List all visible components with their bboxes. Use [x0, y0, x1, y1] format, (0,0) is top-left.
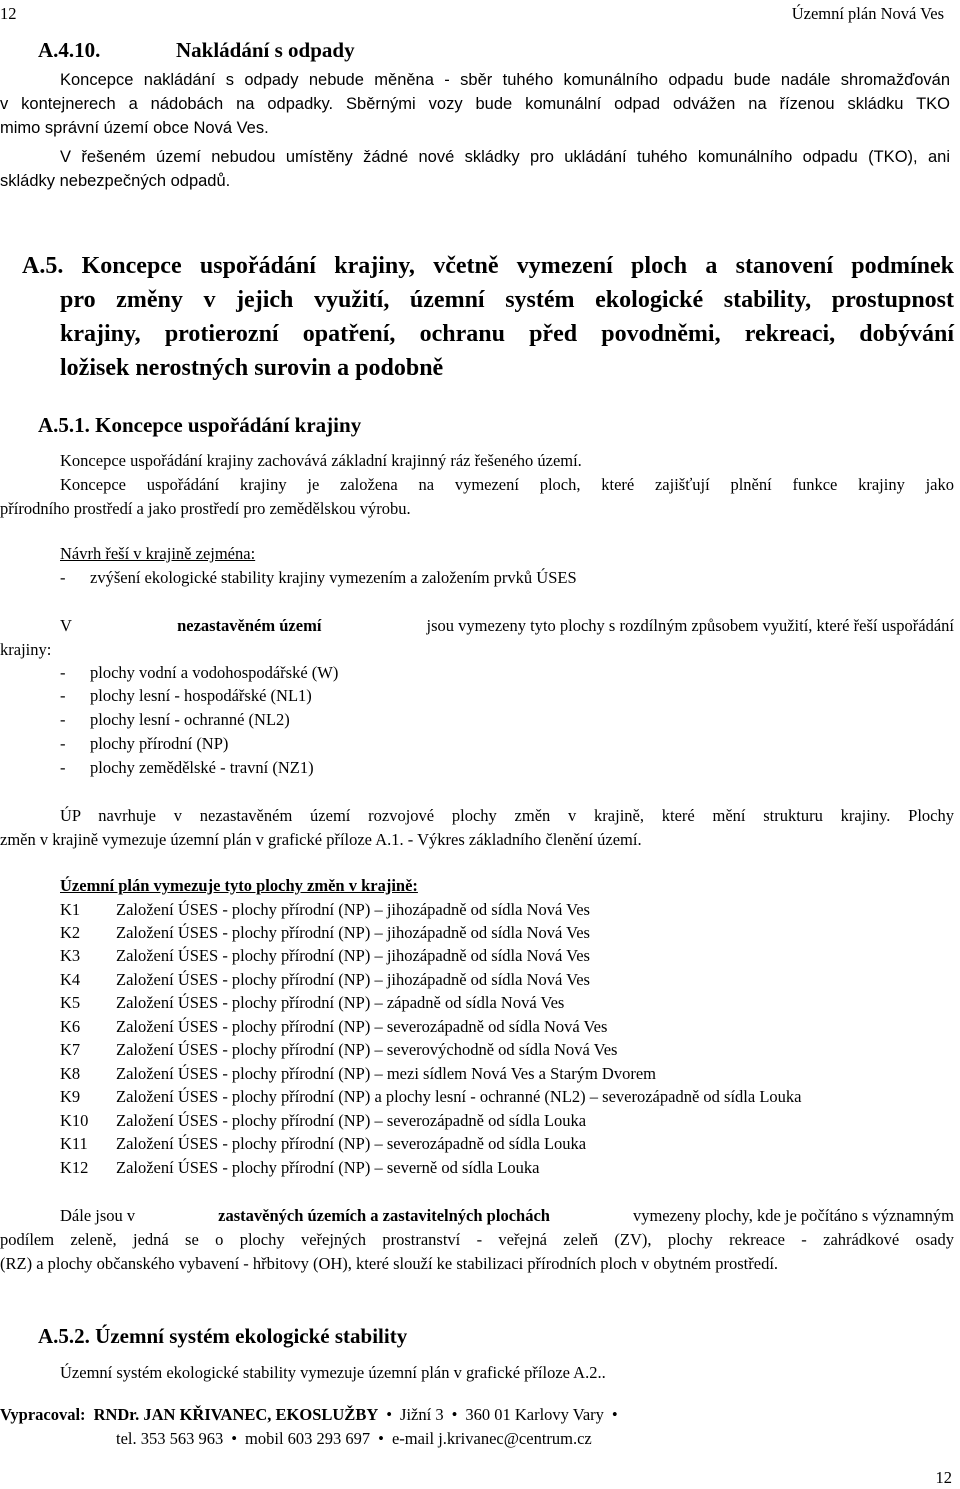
table-row: [0, 1156, 960, 1179]
heading-line: ložisek nerostných surovin a podobně: [60, 355, 444, 381]
change-code: K3: [60, 946, 81, 965]
bullet: •: [378, 1429, 384, 1448]
change-description: Založení ÚSES - plochy přírodní (NP) – severozápadně od sídla Nová Ves: [116, 1017, 608, 1036]
list-item-text: plochy přírodní (NP): [90, 734, 229, 753]
text-line: mimo správní území obce Nová Ves.: [0, 119, 269, 137]
change-code: K11: [60, 1134, 88, 1153]
change-description: Založení ÚSES - plochy přírodní (NP) – severně od sídla Louka: [116, 1158, 540, 1177]
landscape-paragraph-1: Koncepce uspořádání krajiny zachovává základní krajinný ráz řešeného území.: [60, 451, 582, 470]
change-description: Založení ÚSES - plochy přírodní (NP) – mezi sídlem Nová Ves a Starým Dvorem: [116, 1064, 656, 1083]
footer-email: e-mail j.krivanec@centrum.cz: [391, 1429, 592, 1448]
page-number-bottom: 12: [935, 1468, 952, 1487]
text-line: (RZ) a plochy občanského vybavení - hřbitovy (OH), které slouží ke stabilizaci přírodních ploch v obytném prostředí.: [0, 1254, 779, 1273]
text-run: Dále jsou v: [60, 1206, 136, 1225]
footer-label: Vypracoval:: [0, 1405, 86, 1424]
text-run: vymezeny plochy, kde je počítáno s významným: [632, 1206, 954, 1225]
change-code: K2: [60, 923, 81, 942]
text-line: Koncepce nakládání s odpady nebude měněna - sběr tuhého komunálního odpadu bude nadále shromažďován: [60, 71, 950, 89]
text-run: V: [60, 616, 72, 635]
change-code: K5: [60, 993, 81, 1012]
list-item: [0, 732, 960, 755]
table-row: [0, 1015, 960, 1038]
unbuilt-territory-term: nezastavěném území: [177, 616, 322, 635]
table-row: [0, 1062, 960, 1085]
section-5-1-heading: A.5.1. Koncepce uspořádání krajiny: [38, 413, 362, 437]
change-code: K8: [60, 1064, 81, 1083]
heading-line: pro změny v jejich využití, územní systém ekologické stability, prostupnost: [60, 287, 954, 313]
text-run: jsou vymezeny tyto plochy s rozdílným způsobem využití, které řeší uspořádání: [426, 616, 954, 635]
change-description: Založení ÚSES - plochy přírodní (NP) – západně od sídla Nová Ves: [116, 993, 565, 1012]
text-line: podílem zeleně, jedná se o plochy veřejných prostranství - veřejná zeleň (ZV), plochy rekreace - zahrádkové osady: [0, 1230, 954, 1249]
bullet: •: [451, 1405, 458, 1424]
footer-author: RNDr. JAN KŘIVANEC, EKOSLUŽBY: [93, 1405, 379, 1424]
table-row: [0, 944, 960, 967]
bullet: •: [231, 1429, 238, 1448]
footer-line-1: [0, 1403, 618, 1426]
table-row: [0, 968, 960, 991]
text-line: změn v krajině vymezuje územní plán v grafické příloze A.1. - Výkres základního členění území.: [0, 830, 642, 849]
list-item-text: plochy lesní - hospodářské (NL1): [90, 686, 312, 705]
waste-heading-title: Nakládání s odpady: [176, 38, 355, 62]
changes-heading: Územní plán vymezuje tyto plochy změn v krajině:: [60, 876, 418, 895]
text-line: [60, 1204, 954, 1227]
table-row: [0, 1038, 960, 1061]
change-code: K4: [60, 970, 81, 989]
text-line: Koncepce uspořádání krajiny je založena na vymezení ploch, které zajišťují plnění funkce krajiny jako: [60, 475, 954, 494]
change-description: Založení ÚSES - plochy přírodní (NP) – jihozápadně od sídla Nová Ves: [116, 923, 590, 942]
change-description: Založení ÚSES - plochy přírodní (NP) – jihozápadně od sídla Nová Ves: [116, 970, 590, 989]
list-item: [0, 756, 960, 779]
footer-mobile: mobil 603 293 697: [245, 1429, 371, 1448]
list-item: [0, 661, 960, 684]
change-description: Založení ÚSES - plochy přírodní (NP) – severozápadně od sídla Louka: [116, 1111, 587, 1130]
waste-heading-number: A.4.10.: [38, 38, 101, 62]
change-code: K9: [60, 1087, 81, 1106]
text-line: v kontejnerech a nádobách na odpadky. Sběrnými vozy bude komunální odpad odvážen na řízenou skládku TKO: [0, 95, 950, 113]
table-row: [0, 1132, 960, 1155]
page-number-top: 12: [0, 4, 17, 23]
text-line: přírodního prostředí a jako prostředí pro zemědělskou výrobu.: [0, 499, 411, 518]
text-line: ÚP navrhuje v nezastavěném území rozvojové plochy změn v krajině, které mění strukturu krajiny. Plochy: [60, 806, 954, 825]
heading-line: A.5. Koncepce uspořádání krajiny, včetně vymezení ploch a stanovení podmínek: [22, 253, 954, 279]
list-dash: -: [60, 568, 66, 587]
table-row: [0, 1085, 960, 1108]
table-row: [0, 898, 960, 921]
footer-phone: tel. 353 563 963: [116, 1429, 224, 1448]
list-item-text: plochy zemědělské - travní (NZ1): [90, 758, 314, 777]
list-item: [0, 684, 960, 707]
table-row: [0, 1109, 960, 1132]
text-line: V řešeném území nebudou umístěny žádné nové skládky pro ukládání tuhého komunálního odpadu (TKO), ani: [60, 148, 950, 166]
section-5-2-heading: A.5.2. Územní systém ekologické stability: [38, 1324, 408, 1348]
footer-address: Jižní 3: [400, 1405, 444, 1424]
change-code: K12: [60, 1158, 89, 1177]
footer-city: 360 01 Karlovy Vary: [465, 1405, 604, 1424]
list-item-text: zvýšení ekologické stability krajiny vymezením a založením prvků ÚSES: [90, 568, 577, 587]
list-item-text: plochy vodní a vodohospodářské (W): [90, 663, 339, 682]
change-code: K1: [60, 900, 81, 919]
change-description: Založení ÚSES - plochy přírodní (NP) – jihozápadně od sídla Nová Ves: [116, 946, 590, 965]
proposal-label: Návrh řeší v krajině zejména:: [60, 544, 256, 563]
list-dash: -: [60, 734, 66, 753]
change-code: K7: [60, 1040, 81, 1059]
change-code: K10: [60, 1111, 89, 1130]
document-title: Územní plán Nová Ves: [791, 4, 944, 23]
bullet: •: [386, 1405, 393, 1424]
list-item-text: plochy lesní - ochranné (NL2): [90, 710, 290, 729]
footer-line-2: [116, 1427, 592, 1450]
built-territory-term: zastavěných územích a zastavitelných plochách: [218, 1206, 550, 1225]
change-code: K6: [60, 1017, 81, 1036]
change-description: Založení ÚSES - plochy přírodní (NP) – severozápadně od sídla Louka: [116, 1134, 587, 1153]
heading-line: krajiny, protierozní opatření, ochranu před povodněmi, rekreaci, dobývání: [60, 321, 954, 347]
bullet: •: [611, 1405, 618, 1424]
text-line: skládky nebezpečných odpadů.: [0, 172, 231, 190]
change-description: Založení ÚSES - plochy přírodní (NP) – severovýchodně od sídla Nová Ves: [116, 1040, 618, 1059]
text-line: [60, 614, 954, 637]
list-dash: -: [60, 686, 66, 705]
text-line: krajiny:: [0, 640, 52, 659]
table-row: [0, 991, 960, 1014]
table-row: [0, 921, 960, 944]
list-dash: -: [60, 663, 66, 682]
list-dash: -: [60, 710, 66, 729]
change-description: Založení ÚSES - plochy přírodní (NP) a plochy lesní - ochranné (NL2) – severozápadně od sídla Louka: [116, 1087, 802, 1106]
change-description: Založení ÚSES - plochy přírodní (NP) – jihozápadně od sídla Nová Ves: [116, 900, 590, 919]
proposal-item: [0, 566, 960, 589]
uses-paragraph: Územní systém ekologické stability vymezuje územní plán v grafické příloze A.2..: [60, 1363, 606, 1382]
list-item: [0, 708, 960, 731]
list-dash: -: [60, 758, 66, 777]
